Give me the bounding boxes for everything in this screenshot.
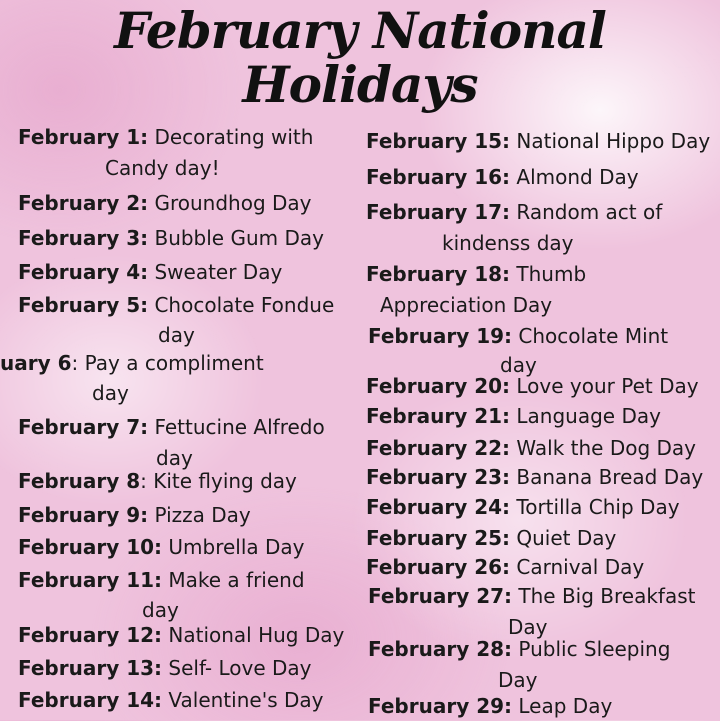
holiday-entry [366,462,703,492]
holiday-name: Make a friend [162,568,305,592]
holiday-name: Umbrella Day [162,535,305,559]
holiday-name: Pizza Day [148,503,251,527]
holiday-entry [18,412,325,442]
holiday-date: February 1: [18,125,149,149]
holiday-entry [366,197,662,227]
holiday-entry [0,348,264,378]
holiday-name-continued: Day [498,668,538,692]
holiday-name: National Hug Day [162,623,345,647]
holiday-entry [366,492,680,522]
holiday-date: February 25: [366,526,511,550]
holiday-entry [18,257,282,287]
holiday-name-continued: kindenss day [442,231,574,255]
holiday-entry [18,188,312,218]
holiday-entry [18,565,305,595]
holiday-entry [18,122,313,152]
holiday-name: Random act of [510,200,663,224]
holiday-entry [18,532,305,562]
holiday-date: February 17: [366,200,511,224]
holiday-name: Walk the Dog Day [510,436,696,460]
holiday-entry [368,581,695,611]
holiday-entry [366,126,710,156]
holiday-entry [18,466,297,496]
holiday-name: Chocolate Mint [512,324,669,348]
holiday-date: February 9: [18,503,149,527]
holiday-entry [366,401,661,431]
holiday-name: Banana Bread Day [510,465,704,489]
holiday-date: February 23: [366,465,511,489]
holiday-name: : Kite flying day [140,469,297,493]
holiday-entry [18,290,334,320]
holiday-entry [18,685,323,715]
holiday-name: Language Day [510,404,661,428]
holiday-name-continued: day [158,323,195,347]
holiday-entry [366,523,616,553]
holiday-name: Quiet Day [510,526,617,550]
holiday-entry [366,371,699,401]
holiday-date: February 7: [18,415,149,439]
holiday-name: Fettucine Alfredo [148,415,325,439]
holiday-name: Self- Love Day [162,656,312,680]
holiday-name-continued: Day [508,615,548,639]
holiday-date: February 27: [368,584,513,608]
holiday-name: National Hippo Day [510,129,711,153]
holiday-date: February 11: [18,568,163,592]
holiday-date: February 28: [368,637,513,661]
holiday-date: February 26: [366,555,511,579]
holiday-name: Chocolate Fondue [148,293,335,317]
holiday-entry [18,500,251,530]
holiday-name: Decorating with [148,125,314,149]
holiday-name: Public Sleeping [512,637,671,661]
holiday-date: February 10: [18,535,163,559]
holiday-name: Love your Pet Day [510,374,699,398]
holiday-date: February 3: [18,226,149,250]
holiday-date: February 14: [18,688,163,712]
holiday-entry [18,653,311,683]
holiday-date: February 22: [366,436,511,460]
holiday-name-continued: Appreciation Day [380,293,553,317]
holiday-entry [368,321,668,351]
holiday-name-continued: day [142,598,179,622]
holiday-entry [18,223,324,253]
holiday-entry [366,162,639,192]
holiday-name: : Pay a compliment [71,351,264,375]
holiday-entry [368,634,670,664]
holiday-name: Sweater Day [148,260,283,284]
holiday-name: Groundhog Day [148,191,312,215]
holiday-name-continued: day [156,446,193,470]
holiday-date: February 16: [366,165,511,189]
holiday-date: February 4: [18,260,149,284]
holiday-name-continued: day [92,381,129,405]
holiday-date: February 2: [18,191,149,215]
holiday-date: February 13: [18,656,163,680]
holiday-date: February 8 [18,469,141,493]
holiday-entry [366,552,644,582]
holiday-entry [368,691,612,721]
holiday-date: February 5: [18,293,149,317]
title-line-2: Holidays [242,55,478,114]
holiday-entry [18,620,344,650]
holiday-name-continued: day [500,353,537,377]
holiday-date: February 29: [368,694,513,718]
page-title [0,1,720,114]
holiday-entry [366,433,696,463]
holiday-name: Leap Day [512,694,613,718]
holiday-name: Almond Day [510,165,639,189]
holiday-name: The Big Breakfast [512,584,696,608]
holiday-name: Bubble Gum Day [148,226,324,250]
holiday-name: Carnival Day [510,555,645,579]
holiday-date: February 20: [366,374,511,398]
holiday-name: Valentine's Day [162,688,324,712]
title-line-1: February National [114,1,606,60]
holiday-date: February 19: [368,324,513,348]
holiday-date: Febraury 21: [366,404,511,428]
holiday-date: February 24: [366,495,511,519]
holiday-date: February 12: [18,623,163,647]
holiday-name: Tortilla Chip Day [510,495,680,519]
holiday-date: February 15: [366,129,511,153]
holiday-date: uary 6 [0,351,72,375]
holiday-name: Thumb [510,262,587,286]
holiday-entry [366,259,586,289]
holiday-date: February 18: [366,262,511,286]
holiday-name-continued: Candy day! [105,156,220,180]
